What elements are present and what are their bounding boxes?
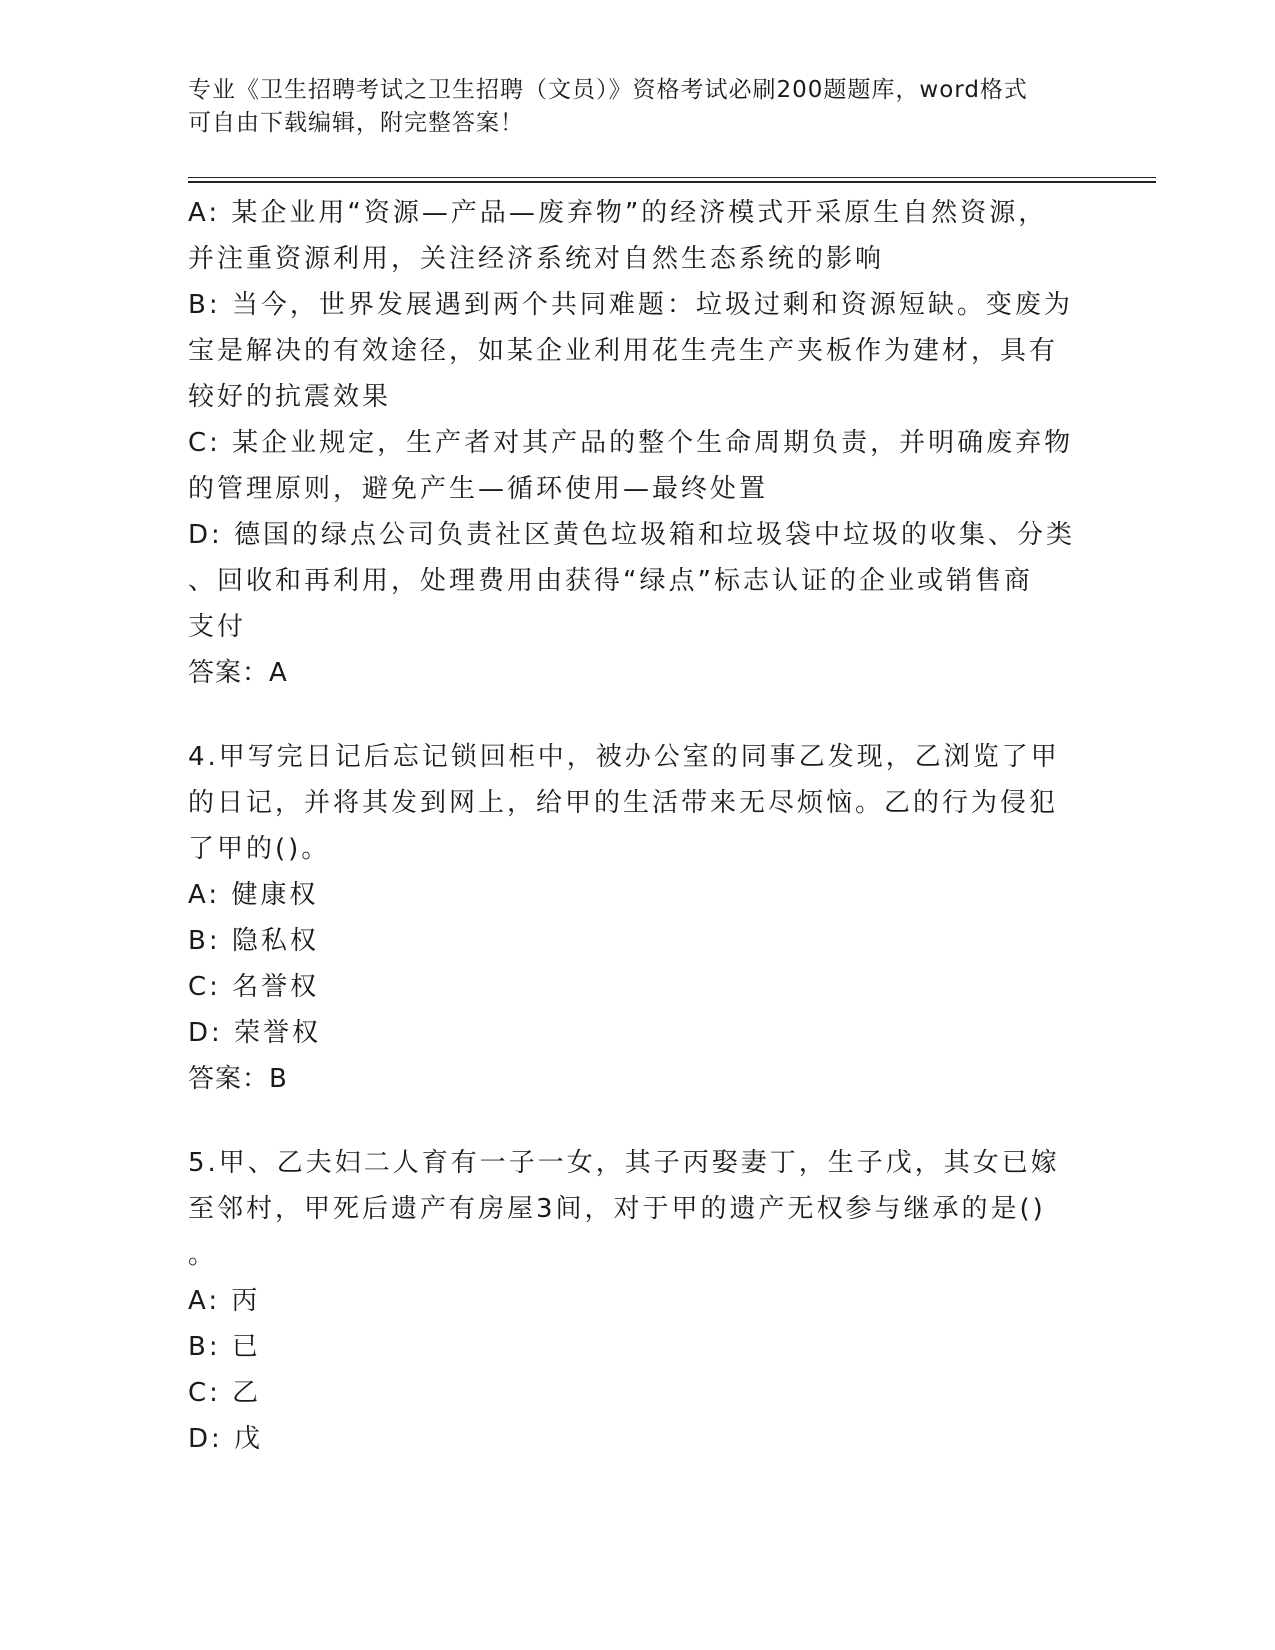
q5-stem-line-1: 5.甲、乙夫妇二人育有一子一女，其子丙娶妻丁，生子戊，其女已嫁 [188,1148,1060,1178]
q5-option-d: D: 戊 [188,1424,264,1454]
q3-option-b-line-3: 较好的抗震效果 [188,382,392,412]
document-body [188,190,1078,1462]
spacer [188,696,1078,734]
q4-stem-line-3: 了甲的()。 [188,834,331,864]
q3-option-d-line-1: D: 德国的绿点公司负责社区黄色垃圾箱和垃圾袋中垃圾的收集、分类 [188,520,1076,550]
header-title-line-2: 可自由下载编辑，附完整答案！ [188,110,524,136]
q3-option-c-line-2: 的管理原则，避免产生—循环使用—最终处置 [188,474,769,504]
header-divider-thick [188,181,1156,183]
q3-answer: 答案：A [188,658,288,688]
q4-option-a: A: 健康权 [188,880,319,910]
q3-option-a-line-1: A: 某企业用“资源—产品—废弃物”的经济模式开采原生自然资源， [188,198,1048,228]
q4-option-b: B: 隐私权 [188,926,319,956]
q4-option-c: C: 名誉权 [188,972,320,1002]
q3-option-b-line-2: 宝是解决的有效途径，如某企业利用花生壳生产夹板作为建材，具有 [188,336,1059,366]
q5-stem-line-3: 。 [188,1240,218,1270]
question-4 [188,734,1078,1102]
q3-option-a-line-2: 并注重资源利用，关注经济系统对自然生态系统的影响 [188,244,885,274]
q5-option-c: C: 乙 [188,1378,262,1408]
question-3 [188,190,1078,696]
document-header [188,74,1068,140]
q3-option-c-line-1: C: 某企业规定，生产者对其产品的整个生命周期负责，并明确废弃物 [188,428,1074,458]
q5-option-b: B: 已 [188,1332,261,1362]
q4-option-d: D: 荣誉权 [188,1018,322,1048]
header-title-line-1: 专业《卫生招聘考试之卫生招聘（文员）》资格考试必刷200题题库，word格式 [188,77,1028,103]
spacer [188,1102,1078,1140]
q3-option-d-line-2: 、回收和再利用，处理费用由获得“绿点”标志认证的企业或销售商 [188,566,1033,596]
q4-stem-line-1: 4.甲写完日记后忘记锁回柜中，被办公室的同事乙发现，乙浏览了甲 [188,742,1060,772]
q3-option-b-line-1: B: 当今，世界发展遇到两个共同难题：垃圾过剩和资源短缺。变废为 [188,290,1073,320]
q3-option-d-line-3: 支付 [188,612,247,642]
q4-stem-line-2: 的日记，并将其发到网上，给甲的生活带来无尽烦恼。乙的行为侵犯 [188,788,1059,818]
q5-option-a: A: 丙 [188,1286,261,1316]
question-5 [188,1140,1078,1462]
q5-stem-line-2: 至邻村，甲死后遗产有房屋3间，对于甲的遗产无权参与继承的是() [188,1194,1046,1224]
q4-answer: 答案：B [188,1064,288,1094]
header-divider-thin [188,177,1156,178]
